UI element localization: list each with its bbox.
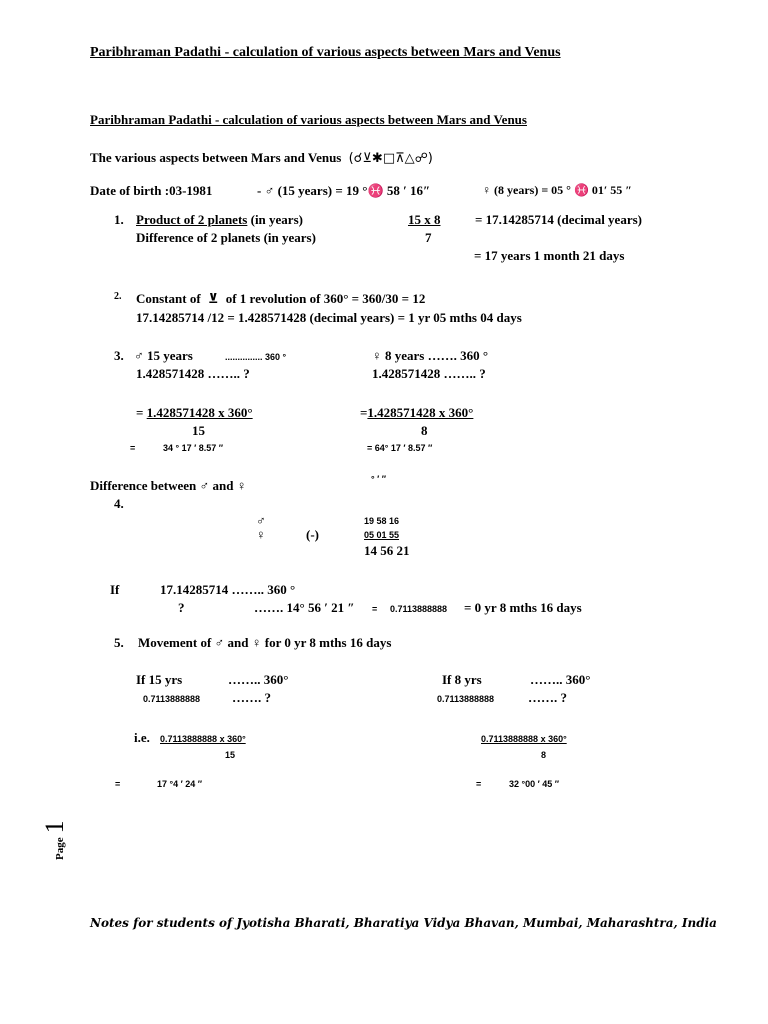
item5-mars-denominator: 15 xyxy=(225,750,236,760)
item1-denominator: 7 xyxy=(425,230,432,245)
aspect-symbols: (☌⊻✱□⊼△☍) xyxy=(348,151,433,166)
page-number-label xyxy=(40,820,70,860)
item5-venus-small: 0.7113888888 xyxy=(437,694,495,704)
section-title: Paribhraman Padathi - calculation of various aspects between Mars and Venus xyxy=(90,112,527,127)
item5-mars-multiplication xyxy=(160,730,246,746)
item3-number: 3. xyxy=(114,348,124,363)
item5-mars-mult-text: 0.7113888888 x 360° xyxy=(160,734,246,744)
if-line1: 17.14285714 …….. 360 ° xyxy=(160,582,296,597)
item2-aspect-symbol: ⊻ xyxy=(207,292,219,307)
if-result: = 0 yr 8 mths 16 days xyxy=(464,600,582,615)
mars-symbol: ♂ xyxy=(256,513,266,528)
item3-venus-result: = 64° 17 ′ 8.57 ″ xyxy=(367,443,433,453)
item5-venus-dots2: ……. ? xyxy=(528,690,567,705)
minus-sign: (-) xyxy=(306,527,319,542)
item1-result2: = 17 years 1 month 21 days xyxy=(474,248,625,263)
if-question: ? xyxy=(178,600,185,615)
item3-venus-eq-text: 1.428571428 x 360° xyxy=(367,405,474,420)
item5-title: Movement of ♂ and ♀ for 0 yr 8 mths 16 days xyxy=(138,635,392,650)
item3-mars-eq-text: 1.428571428 x 360° xyxy=(146,405,253,420)
diff-row-venus: 05 01 55 xyxy=(364,530,400,540)
item3-mars-result: 34 ° 17 ′ 8.57 ″ xyxy=(163,443,224,453)
diff-result: 14 56 21 xyxy=(364,543,410,558)
difference-label: Difference between ♂ and ♀ xyxy=(90,478,247,493)
dob-mars: - ♂ (15 years) = 19 °♓ 58 ′ 16″ xyxy=(257,183,431,198)
item5-mars-if: If 15 yrs xyxy=(136,672,183,687)
item5-venus-mult-text: 0.7113888888 x 360° xyxy=(481,734,567,744)
item1-result: = 17.14285714 (decimal years) xyxy=(475,212,642,227)
item3-mars-equals: = xyxy=(130,443,136,453)
page-word: Page xyxy=(54,837,66,860)
item1-line1 xyxy=(136,212,303,228)
item5-mars-dots1: …….. 360° xyxy=(228,672,289,687)
item5-venus-result: 32 °00 ′ 45 ″ xyxy=(509,779,560,789)
dob-venus: ♀ (8 years) = 05 ° ♓ 01′ 55 ″ xyxy=(482,183,632,197)
dms-units-header: ° ′ ″ xyxy=(371,474,387,484)
item5-mars-small: 0.7113888888 xyxy=(143,694,201,704)
item5-mars-dots2: ……. ? xyxy=(232,690,271,705)
item2-line1 xyxy=(136,291,425,307)
if-equals: = xyxy=(372,604,378,614)
item2-line2: 17.14285714 /12 = 1.428571428 (decimal years) = 1 yr 05 mths 04 days xyxy=(136,310,522,325)
item2-line1-a: Constant of xyxy=(136,291,201,306)
item3-venus-equation: =1.428571428 x 360° xyxy=(360,405,474,420)
item5-mars-result: 17 °4 ′ 24 ″ xyxy=(157,779,203,789)
item5-venus-if: If 8 yrs xyxy=(442,672,482,687)
item3-mars-dots: ............... 360 ° xyxy=(225,352,287,362)
if-label: If xyxy=(110,582,120,597)
item2-line1-b: of 1 revolution of 360° = 360/30 = 12 xyxy=(225,291,426,306)
page-header-title: Paribhraman Padathi - calculation of various aspects between Mars and Venus xyxy=(90,45,561,60)
item5-venus-dots1: …….. 360° xyxy=(530,672,591,687)
item5-venus-denominator: 8 xyxy=(541,750,547,760)
item3-mars-equation: = 1.428571428 x 360° xyxy=(136,405,253,420)
item4-number: 4. xyxy=(114,496,124,511)
if-result-small: 0.7113888888 xyxy=(390,604,448,614)
item1-numerator: 15 x 8 xyxy=(408,212,441,227)
item1-line1-rest: (in years) xyxy=(247,212,303,227)
item5-ie: i.e. xyxy=(134,730,150,745)
dob-label: Date of birth :03-1981 xyxy=(90,183,213,198)
venus-symbol: ♀ xyxy=(256,527,266,542)
if-line2: ……. 14° 56 ′ 21 ″ xyxy=(254,600,355,615)
item1-line1-underlined: Product of 2 planets xyxy=(136,212,248,227)
item1-line2: Difference of 2 planets (in years) xyxy=(136,230,316,245)
item3-mars-denominator: 15 xyxy=(192,423,205,438)
item5-venus-equals: = xyxy=(476,779,482,789)
item3-mars-line1: ♂ 15 years xyxy=(134,348,193,363)
aspects-line xyxy=(90,150,433,166)
aspects-label: The various aspects between Mars and Venus xyxy=(90,150,342,165)
item2-number: 2. xyxy=(114,291,122,302)
item3-mars-line2: 1.428571428 …….. ? xyxy=(136,366,250,381)
item1-number: 1. xyxy=(114,212,124,227)
page-number: 1 xyxy=(40,820,69,834)
diff-row-mars: 19 58 16 xyxy=(364,516,400,526)
item5-mars-equals: = xyxy=(115,779,121,789)
footer-note: Notes for students of Jyotisha Bharati, Bharatiya Vidya Bhavan, Mumbai, Maharashtra, India xyxy=(90,916,717,930)
item5-number: 5. xyxy=(114,635,124,650)
item3-venus-denominator: 8 xyxy=(421,423,428,438)
item5-venus-multiplication xyxy=(481,730,567,746)
item3-venus-line2: 1.428571428 …….. ? xyxy=(372,366,486,381)
item3-venus-line1: ♀ 8 years ……. 360 ° xyxy=(372,348,489,363)
